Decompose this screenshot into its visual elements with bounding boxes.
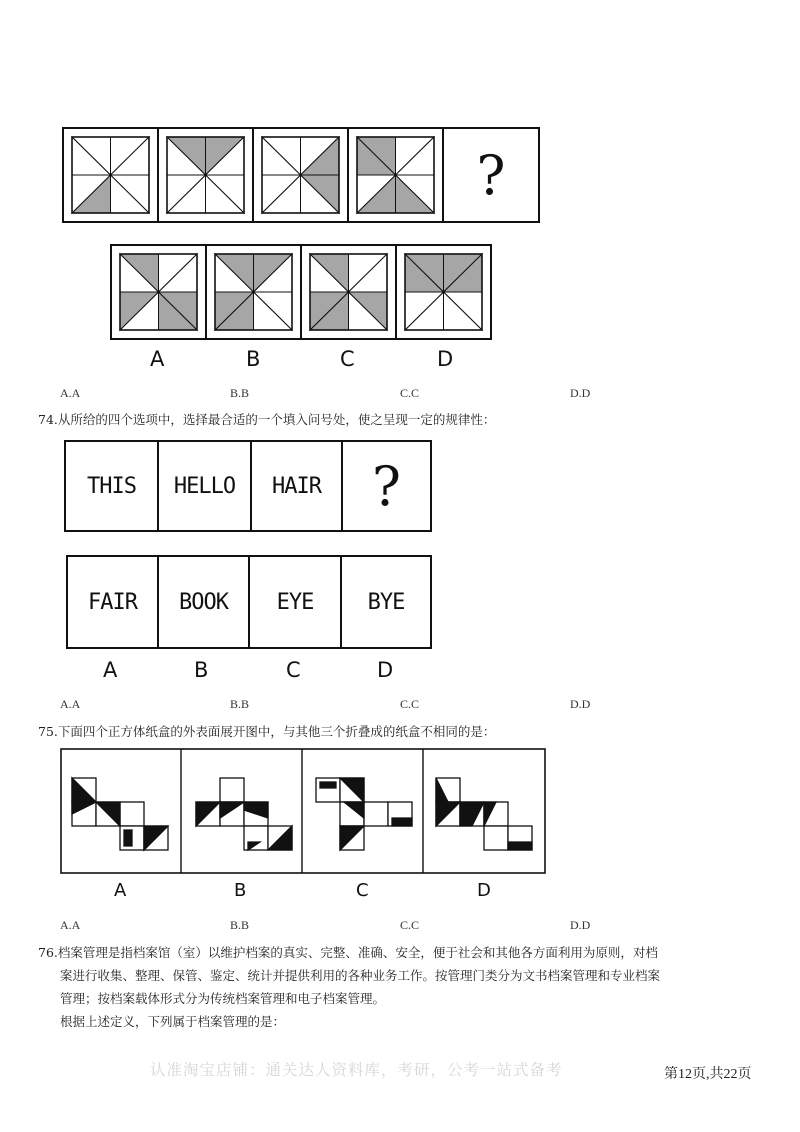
q75-letter-c: C xyxy=(356,880,369,901)
octant-square xyxy=(207,246,300,338)
watermark-text: 认准淘宝店铺：通关达人资料库，考研，公考一站式备考 xyxy=(150,1061,563,1079)
q73-top-cell-3 xyxy=(252,127,349,223)
q75-nets-figure xyxy=(60,748,546,876)
q74-word-3: HAIR xyxy=(250,440,343,532)
q73-letter-b: B xyxy=(246,347,261,371)
q73-top-cell-4 xyxy=(347,127,444,223)
option-c[interactable]: C.C xyxy=(400,386,420,400)
octant-square xyxy=(349,129,442,221)
q73-choice-a xyxy=(110,244,207,340)
q73-question-cell xyxy=(442,127,540,223)
q76-line-4: 根据上述定义，下列属于档案管理的是： xyxy=(60,1014,286,1029)
q76-line-1: 76.档案管理是指档案馆（室）以维护档案的真实、完整、准确、安全，便于社会和其他各方面利用为原则，对档 xyxy=(38,945,658,960)
q76-line-2: 案进行收集、整理、保管、鉴定、统计并提供利用的各种业务工作。按管理门类分为文书档案管理和专业档案 xyxy=(60,968,661,983)
option-c[interactable]: C.C xyxy=(400,697,420,711)
q74-choice-d: BYE xyxy=(340,555,432,649)
option-b[interactable]: B.B xyxy=(230,918,250,932)
q75-letter-b: B xyxy=(234,880,247,901)
q76-line-3: 管理；按档案载体形式分为传统档案管理和电子档案管理。 xyxy=(60,991,386,1006)
q73-choice-c xyxy=(300,244,397,340)
q73-top-cell-1 xyxy=(62,127,159,223)
q74-choice-b: BOOK xyxy=(157,555,250,649)
q74-question-cell xyxy=(341,440,432,532)
option-a[interactable]: A.A xyxy=(60,918,81,932)
q74-word-1: THIS xyxy=(64,440,159,532)
q74-letter-d: D xyxy=(377,658,394,682)
q74-word-2: HELLO xyxy=(157,440,252,532)
q74-letter-b: B xyxy=(194,658,209,682)
question-mark: ? xyxy=(372,454,401,518)
octant-square xyxy=(64,129,157,221)
q75-letter-a: A xyxy=(114,880,127,901)
option-a[interactable]: A.A xyxy=(60,697,81,711)
option-d[interactable]: D.D xyxy=(570,697,591,711)
option-b[interactable]: B.B xyxy=(230,386,250,400)
option-b[interactable]: B.B xyxy=(230,697,250,711)
option-a[interactable]: A.A xyxy=(60,386,81,400)
option-d[interactable]: D.D xyxy=(570,386,591,400)
option-c[interactable]: C.C xyxy=(400,918,420,932)
octant-square xyxy=(112,246,205,338)
q73-letter-a: A xyxy=(150,347,165,371)
q74-choice-a: FAIR xyxy=(66,555,159,649)
q74-letter-a: A xyxy=(103,658,118,682)
q75-letter-d: D xyxy=(477,880,491,901)
q74-choice-c: EYE xyxy=(248,555,342,649)
q73-top-cell-2 xyxy=(157,127,254,223)
q73-choice-b xyxy=(205,244,302,340)
option-d[interactable]: D.D xyxy=(570,918,591,932)
page-footer: 第12页,共22页 xyxy=(664,1067,752,1082)
q73-choice-d xyxy=(395,244,492,340)
question-mark: ? xyxy=(476,143,506,207)
octant-square xyxy=(159,129,252,221)
octant-square xyxy=(302,246,395,338)
octant-square xyxy=(397,246,490,338)
octant-square xyxy=(254,129,347,221)
q73-letter-d: D xyxy=(437,347,454,371)
q74-letter-c: C xyxy=(286,658,301,682)
q74-question-text: 74.从所给的四个选项中，选择最合适的一个填入问号处，使之呈现一定的规律性： xyxy=(38,412,496,427)
q75-question-text: 75.下面四个正方体纸盒的外表面展开图中，与其他三个折叠成的纸盒不相同的是： xyxy=(38,724,496,739)
q73-letter-c: C xyxy=(340,347,355,371)
